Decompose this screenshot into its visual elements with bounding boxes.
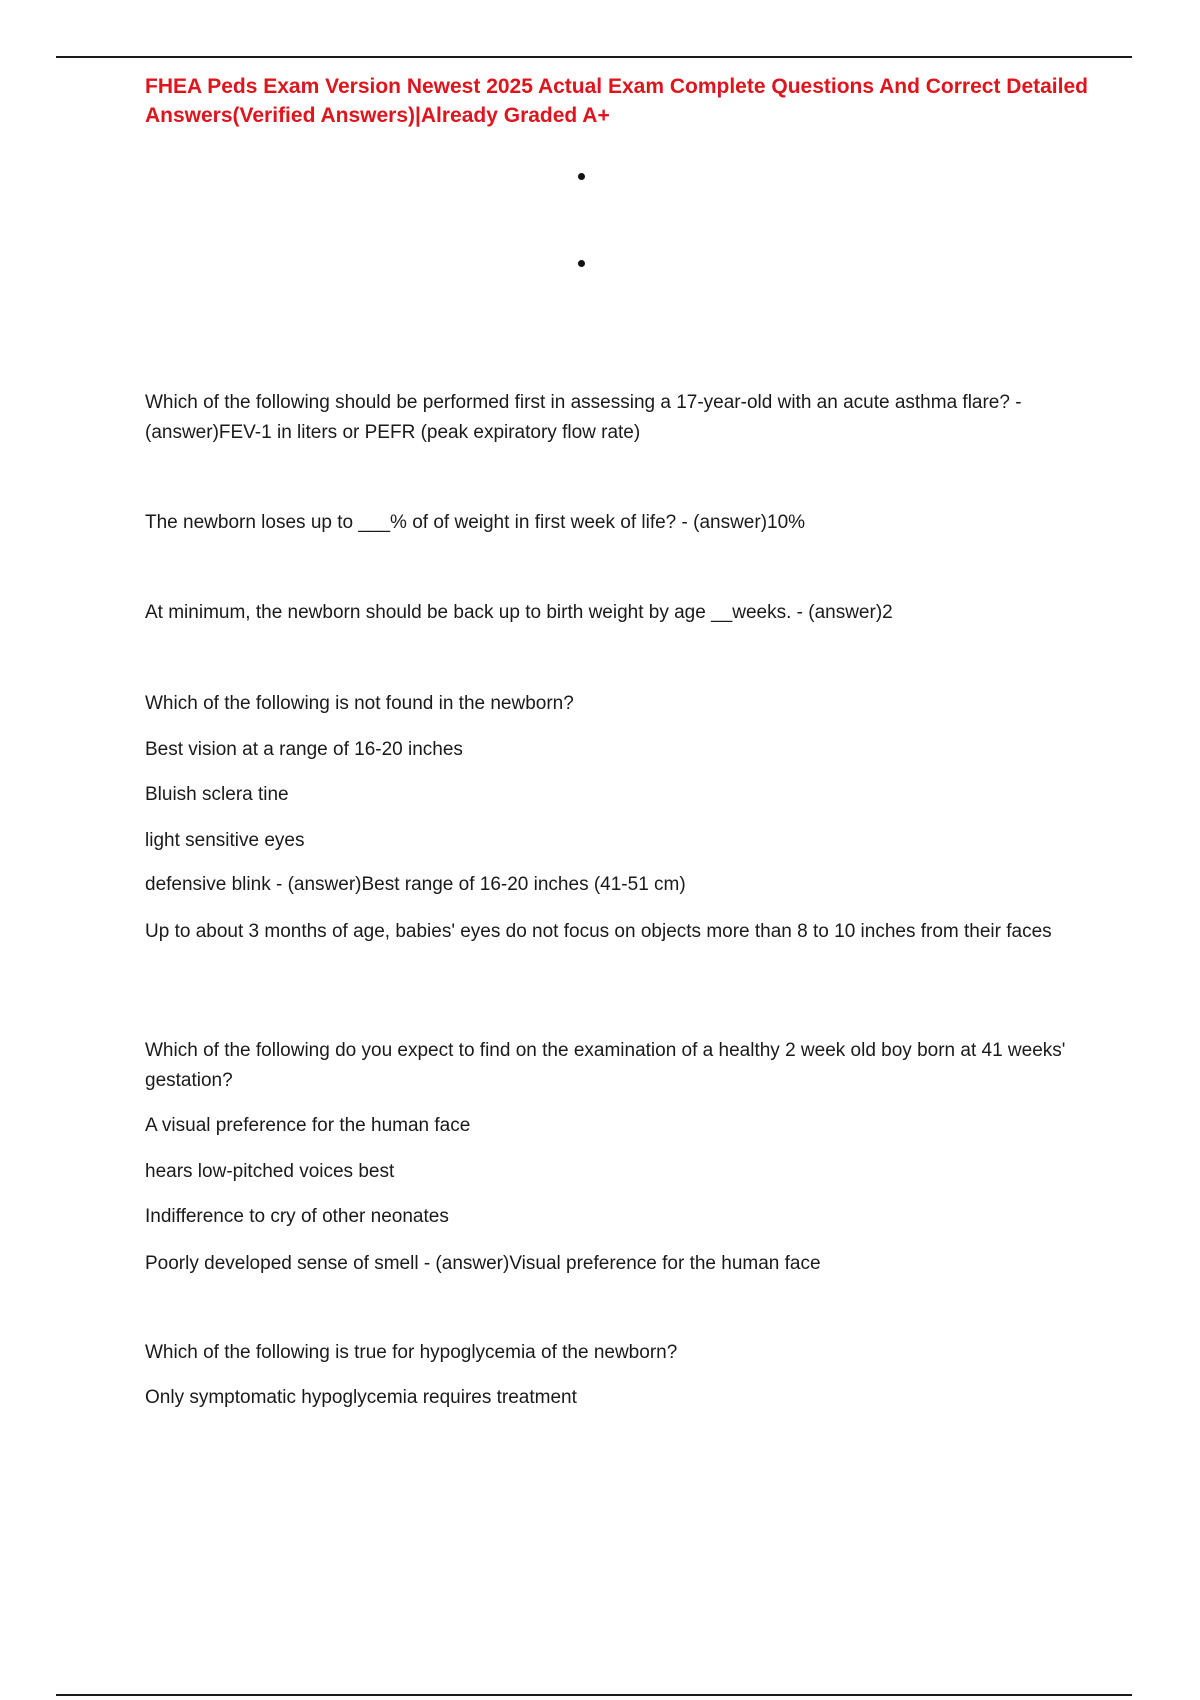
bullet-1 <box>578 173 585 180</box>
explanation-line: Up to about 3 months of age, babies' eyes do not focus on objects more than 8 to 10 inches from their faces <box>145 921 1052 942</box>
option-line: A visual preference for the human face <box>145 1115 471 1136</box>
option-line: Best vision at a range of 16-20 inches <box>145 739 463 760</box>
option-line: Indifference to cry of other neonates <box>145 1206 449 1227</box>
option-answer-line: Poorly developed sense of smell - (answer)Visual preference for the human face <box>145 1253 821 1274</box>
question-weight-loss: The newborn loses up to ___% of of weight in first week of life? - (answer)10% <box>145 512 806 533</box>
document-header <box>145 72 1095 130</box>
bullet-2 <box>578 260 585 267</box>
option-line: light sensitive eyes <box>145 830 305 851</box>
document-title: FHEA Peds Exam Version Newest 2025 Actual Exam Complete Questions And Correct Detailed Answers(Verified Answers)|Already Graded A+ <box>145 75 1088 127</box>
bottom-rule <box>56 1694 1132 1696</box>
option-answer-line: defensive blink - (answer)Best range of 16-20 inches (41-51 cm) <box>145 874 686 895</box>
question-asthma: Which of the following should be performed first in assessing a 17-year-old with an acute asthma flare? - (answer)FEV-1 in liters or PEFR (peak expiratory flow rate) <box>145 392 1022 443</box>
option-line: Only symptomatic hypoglycemia requires treatment <box>145 1387 577 1408</box>
option-line: Bluish sclera tine <box>145 784 289 805</box>
question-healthy-boy: Which of the following do you expect to find on the examination of a healthy 2 week old boy born at 41 weeks' gestation? <box>145 1040 1066 1091</box>
option-line: hears low-pitched voices best <box>145 1161 395 1182</box>
question-hypoglycemia: Which of the following is true for hypoglycemia of the newborn? <box>145 1342 678 1363</box>
top-rule <box>56 56 1132 58</box>
question-birth-weight: At minimum, the newborn should be back up to birth weight by age __weeks. - (answer)2 <box>145 602 893 623</box>
question-newborn-not-found: Which of the following is not found in the newborn? <box>145 693 574 714</box>
